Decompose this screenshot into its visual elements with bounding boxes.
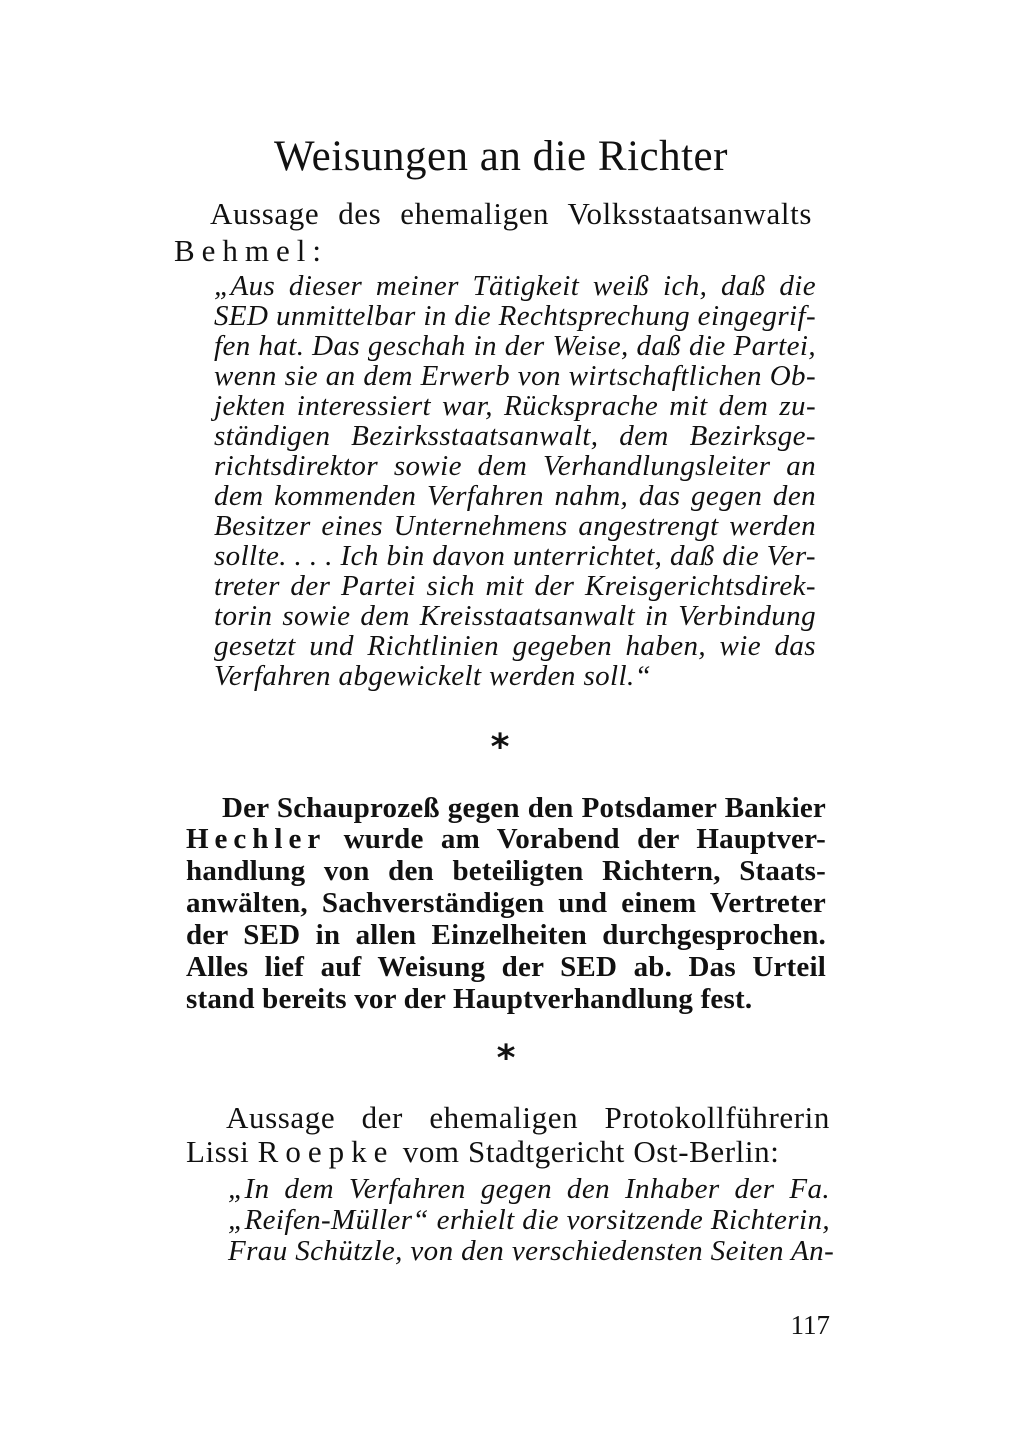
separator-asterisk: *	[490, 727, 510, 768]
quote-line: treter der Partei sich mit der Kreisgerichtsdirek-	[214, 570, 816, 602]
quote-line: richtsdirektor sowie dem Verhandlungsleiter an	[214, 450, 816, 482]
quote-line: dem kommenden Verfahren nahm, das gegen den	[214, 480, 816, 512]
quote-line: „Aus dieser meiner Tätigkeit weiß ich, daß die	[214, 270, 816, 302]
witness-name: Roepke	[257, 1134, 395, 1169]
section3-intro-line: Aussage der ehemaligen Protokollführerin	[226, 1100, 830, 1135]
quote-line: „In dem Verfahren gegen den Inhaber der Fa.	[228, 1173, 830, 1205]
quote-line: SED unmittelbar in die Rechtsprechung eingegrif-	[214, 300, 817, 332]
paragraph-line: der SED in allen Einzelheiten durchgesprochen.	[186, 919, 826, 951]
separator-asterisk: *	[496, 1038, 516, 1079]
page-number: 117	[790, 1310, 830, 1340]
quote-line: sollte. . . . Ich bin davon unterrichtet, daß die Ver-	[214, 540, 816, 572]
paragraph-line: stand bereits vor der Hauptverhandlung fest.	[186, 983, 753, 1015]
paragraph-line: Der Schauprozeß gegen den Potsdamer Bankier	[222, 792, 826, 824]
quote-line: ständigen Bezirksstaatsanwalt, dem Bezirksge-	[214, 420, 816, 452]
colon: :	[312, 233, 322, 268]
paragraph-line: handlung von den beteiligten Richtern, Staats-	[186, 855, 826, 887]
quote-line: jekten interessiert war, Rücksprache mit dem zu-	[214, 390, 816, 422]
quote-line: Besitzer eines Unternehmens angestrengt werden	[214, 510, 816, 542]
section1-intro-name-line	[174, 233, 322, 269]
paragraph-text: wurde am Vorabend der Hauptver-	[343, 823, 826, 855]
quote-line: wenn sie an dem Erwerb von wirtschaftlichen Ob-	[214, 360, 816, 392]
section3-intro-line	[186, 1134, 779, 1170]
witness-first-name: Lissi	[186, 1134, 250, 1169]
quote-line: „Reifen-Müller“ erhielt die vorsitzende Richterin,	[228, 1204, 830, 1236]
witness-name: Behmel	[174, 233, 313, 268]
intro-text: vom Stadtgericht Ost-Berlin:	[402, 1134, 780, 1169]
quote-line: fen hat. Das geschah in der Weise, daß die Partei,	[214, 330, 816, 362]
quote-line: Verfahren abgewickelt werden soll.“	[214, 660, 652, 692]
section1-intro-line: Aussage des ehemaligen Volksstaatsanwalts	[210, 196, 812, 231]
page-title: Weisungen an die Richter	[274, 133, 728, 180]
paragraph-line	[186, 823, 826, 856]
quote-line: torin sowie dem Kreisstaatsanwalt in Verbindung	[214, 600, 816, 632]
paragraph-line: anwälten, Sachverständigen und einem Vertreter	[186, 887, 826, 919]
quote-line: Frau Schützle, von den verschiedensten Seiten An-	[228, 1235, 835, 1267]
quote-line: gesetzt und Richtlinien gegeben haben, wie das	[214, 630, 816, 662]
paragraph-line: Alles lief auf Weisung der SED ab. Das Urteil	[186, 951, 826, 983]
defendant-name: Hechler	[186, 823, 327, 855]
